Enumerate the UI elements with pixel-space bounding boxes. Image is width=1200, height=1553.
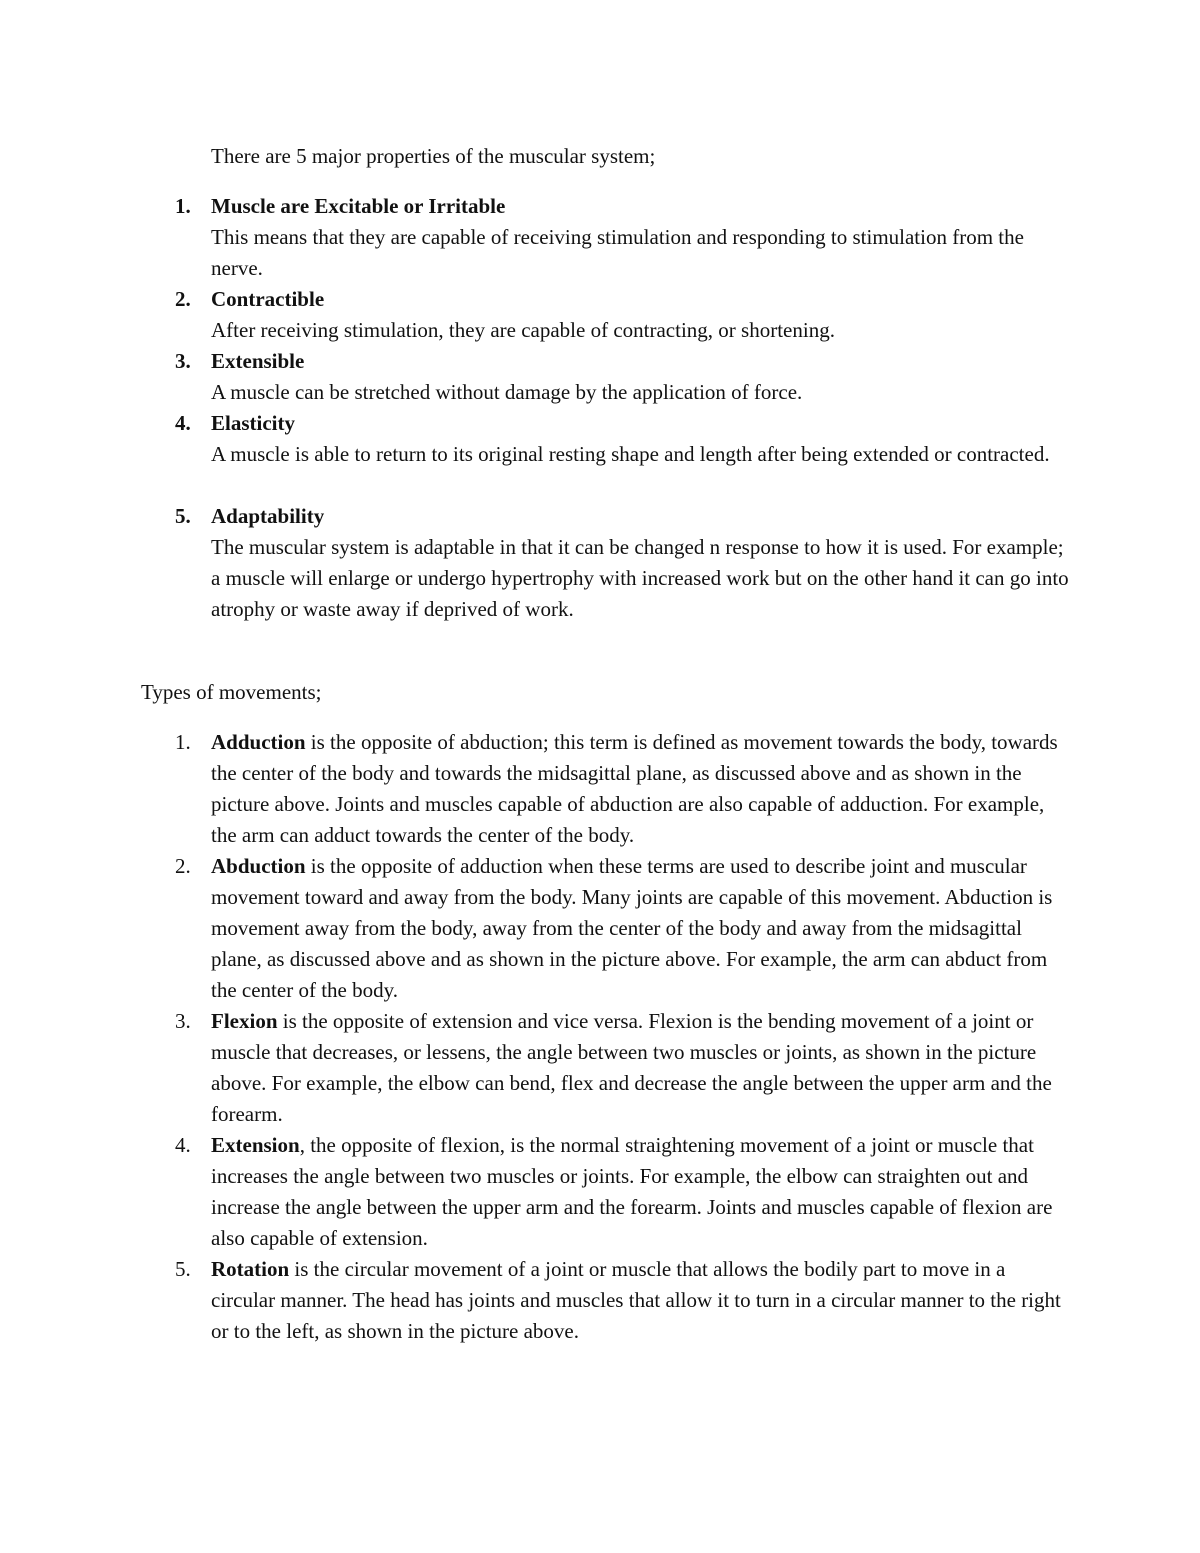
- movement-number: 3.: [175, 1009, 191, 1033]
- types-heading: Types of movements;: [141, 680, 322, 704]
- property-title: Elasticity: [211, 411, 295, 435]
- movement-text: is the opposite of extension and vice versa. Flexion is the bending movement of a joint or muscle that decreases, or lessens, the angle between two muscles or joints, as shown in the picture above. For example, the elbow can bend, flex and decrease the angle between the upper arm and the forearm.: [211, 1009, 1052, 1126]
- movement-number: 5.: [175, 1257, 191, 1281]
- property-number: 2.: [175, 287, 191, 311]
- movement-text: is the opposite of adduction when these terms are used to describe joint and muscular movement toward and away from the body. Many joints are capable of this movement. Abduction is movement away from the body, away from the center of the body and away from the midsagittal plane, as discussed above and as shown in the picture above. For example, the arm can abduct from the center of the body.: [211, 854, 1053, 1002]
- property-title: Contractible: [211, 287, 325, 311]
- property-item: [0, 284, 1071, 346]
- properties-list: [0, 191, 1071, 625]
- movement-term: Flexion: [211, 1009, 278, 1033]
- movement-text: is the circular movement of a joint or muscle that allows the bodily part to move in a circular manner. The head has joints and muscles that allow it to turn in a circular manner to the right or to the left, as shown in the picture above.: [211, 1257, 1061, 1343]
- property-number: 4.: [175, 411, 191, 435]
- property-description: After receiving stimulation, they are capable of contracting, or shortening.: [211, 318, 835, 342]
- property-title: Adaptability: [211, 504, 325, 528]
- property-number: 1.: [175, 194, 191, 218]
- intro-text: There are 5 major properties of the muscular system;: [211, 144, 656, 168]
- movement-text: is the opposite of abduction; this term is defined as movement towards the body, towards the center of the body and towards the midsagittal plane, as discussed above and as shown in the picture above. Joints and muscles capable of abduction are also capable of adduction. For example, the arm can adduct towards the center of the body.: [211, 730, 1058, 847]
- property-item: [0, 191, 1071, 284]
- property-number: 5.: [175, 504, 191, 528]
- movement-term: Extension: [211, 1133, 300, 1157]
- property-item: [0, 408, 1071, 470]
- movement-item: [0, 1254, 1061, 1347]
- movement-term: Adduction: [211, 730, 306, 754]
- movement-term: Rotation: [211, 1257, 290, 1281]
- movement-item: [0, 851, 1061, 1006]
- property-number: 3.: [175, 349, 191, 373]
- property-item: [0, 346, 1071, 408]
- movement-item: [0, 727, 1061, 851]
- movement-number: 1.: [175, 730, 191, 754]
- property-description: The muscular system is adaptable in that it can be changed n response to how it is used. For example; a muscle will enlarge or undergo hypertrophy with increased work but on the other hand it can go into atrophy or waste away if deprived of work.: [211, 535, 1069, 621]
- property-title: Muscle are Excitable or Irritable: [211, 194, 506, 218]
- movements-list: [0, 727, 1061, 1347]
- property-title: Extensible: [211, 349, 305, 373]
- movement-number: 2.: [175, 854, 191, 878]
- property-description: This means that they are capable of receiving stimulation and responding to stimulation from the nerve.: [211, 225, 1024, 280]
- movement-item: [0, 1130, 1061, 1254]
- movement-term: Abduction: [211, 854, 306, 878]
- property-description: A muscle is able to return to its original resting shape and length after being extended or contracted.: [211, 442, 1050, 466]
- property-item: [0, 501, 1071, 625]
- movement-number: 4.: [175, 1133, 191, 1157]
- movement-item: [0, 1006, 1061, 1130]
- movement-text: , the opposite of flexion, is the normal straightening movement of a joint or muscle that increases the angle between two muscles or joints. For example, the elbow can straighten out and increase the angle between the upper arm and the forearm. Joints and muscles capable of flexion are also capable of extension.: [211, 1133, 1053, 1250]
- property-description: A muscle can be stretched without damage by the application of force.: [211, 380, 803, 404]
